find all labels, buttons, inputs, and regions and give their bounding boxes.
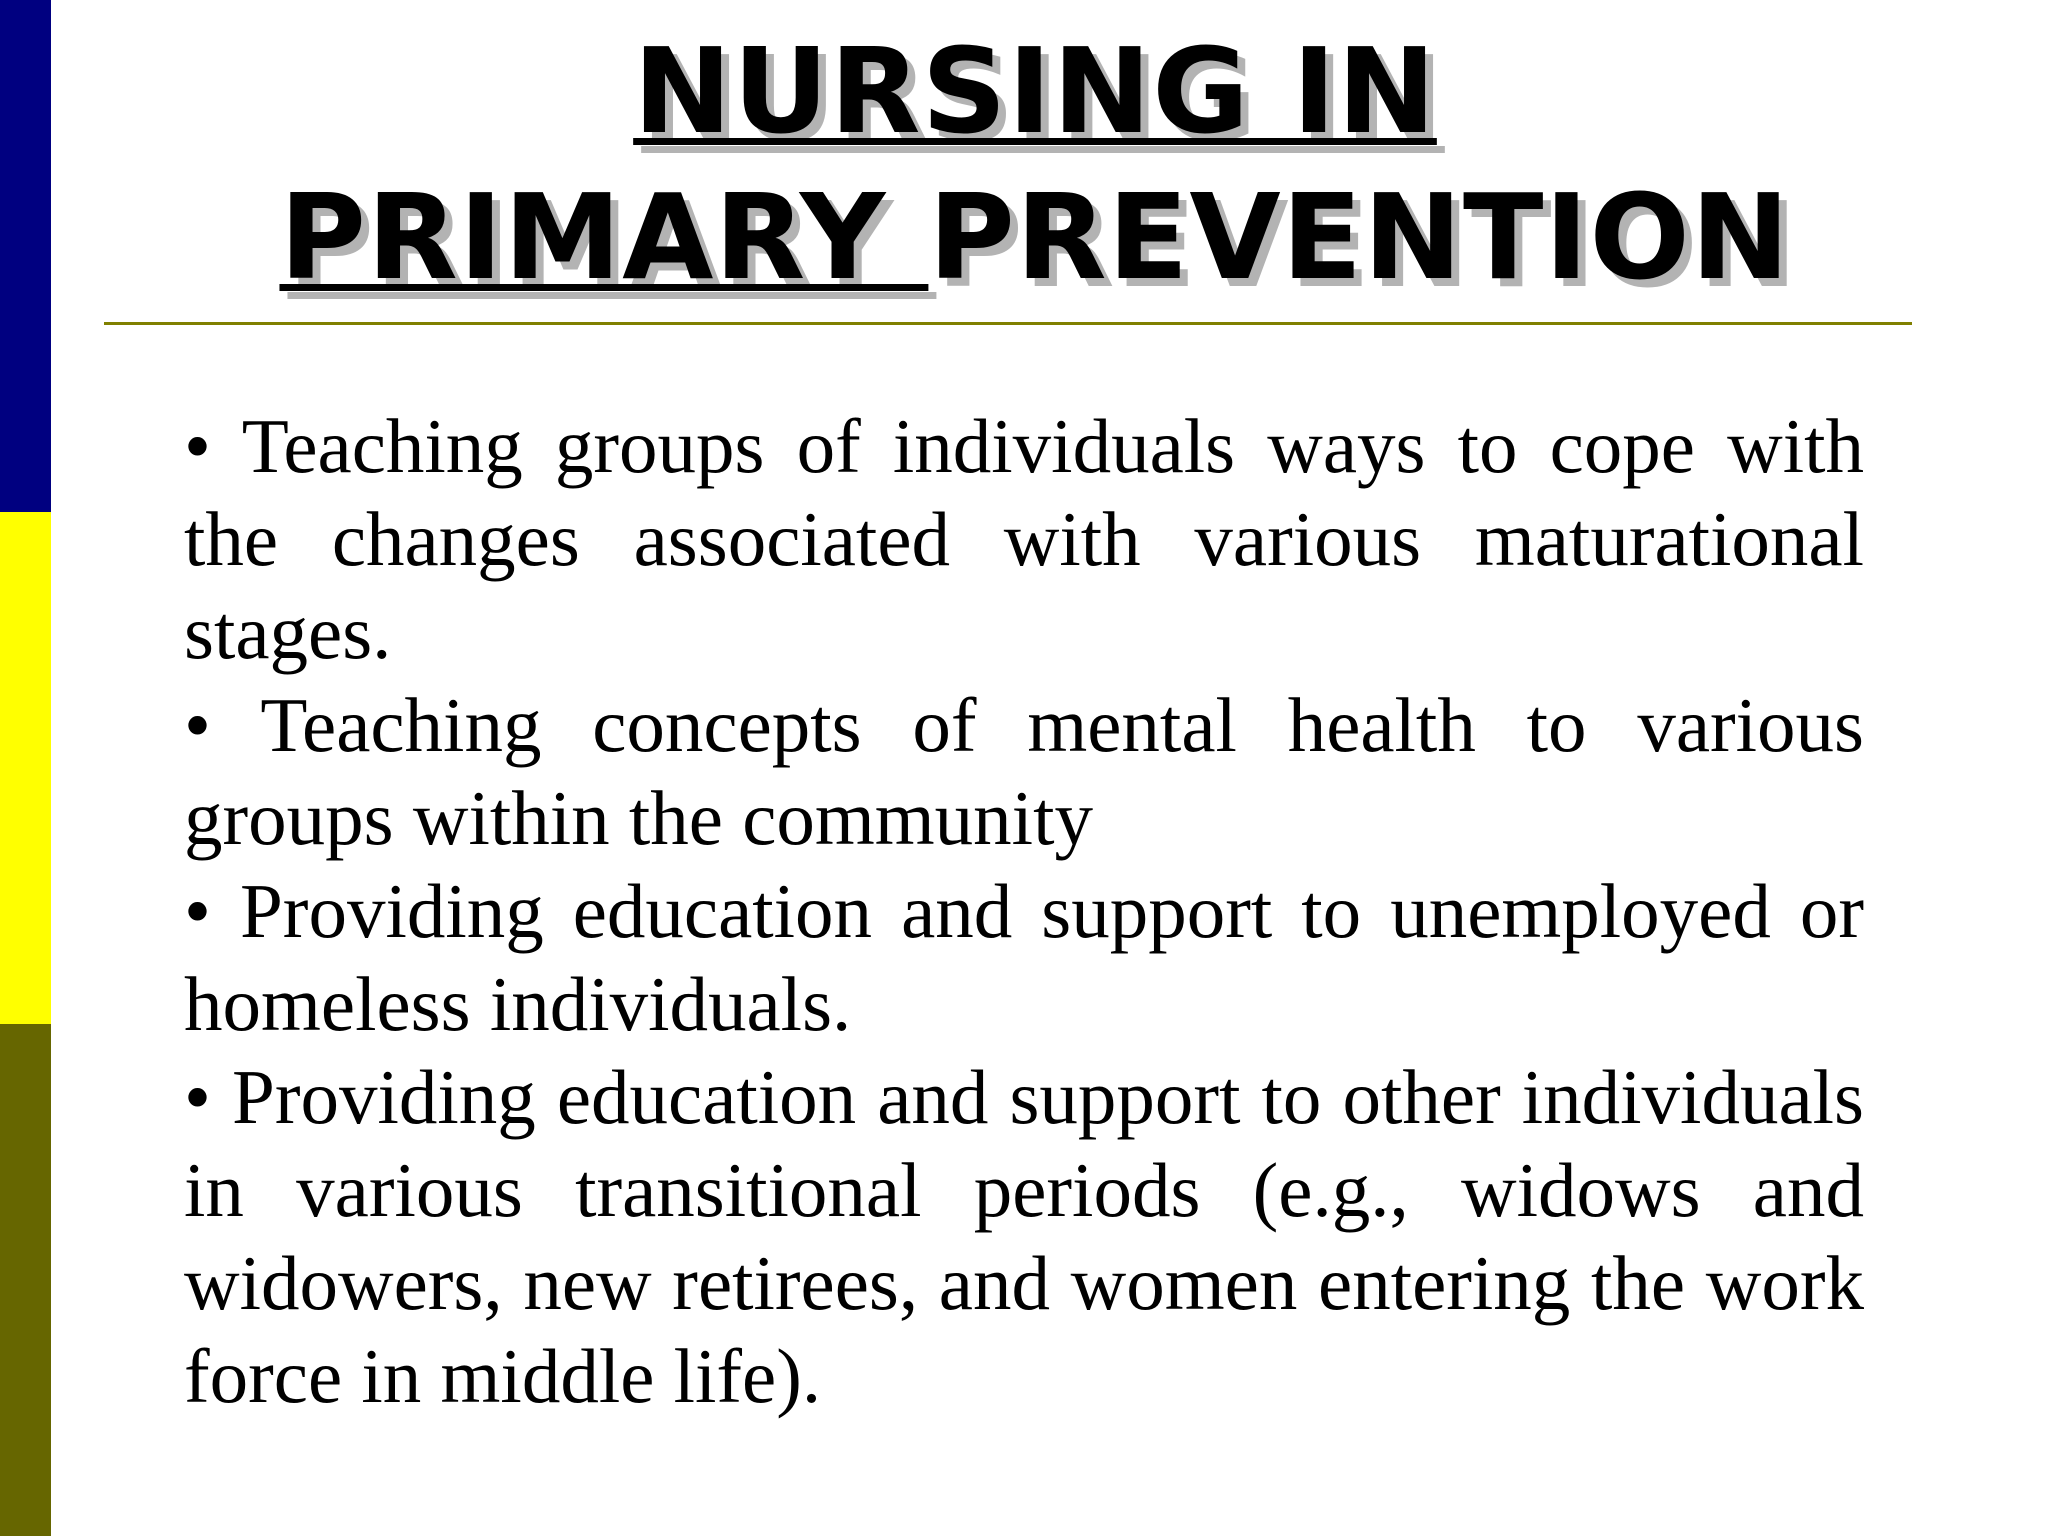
bullet-item: • Providing education and support to unemployed or homeless individuals. [184, 868, 1864, 1047]
title-line-2-part-1: PRIMARY [279, 168, 929, 306]
slide-title [100, 18, 1970, 310]
title-divider [104, 322, 1912, 325]
accent-bar-navy [0, 0, 51, 512]
accent-bar-olive [0, 1024, 51, 1536]
accent-bar-yellow [0, 512, 51, 1024]
bullet-item: • Teaching groups of individuals ways to cope with the changes associated with various maturational stages. [184, 403, 1864, 675]
title-line-2-part-2: PREVENTION [928, 168, 1791, 306]
bullet-item: • Providing education and support to other individuals in various transitional periods (e.g., widows and widowers, new retirees, and women entering the work force in middle life). [184, 1054, 1864, 1419]
bullet-item: • Teaching concepts of mental health to various groups within the community [184, 682, 1864, 861]
title-line-1: NURSING IN [633, 22, 1437, 160]
bullet-list [184, 400, 1864, 1423]
